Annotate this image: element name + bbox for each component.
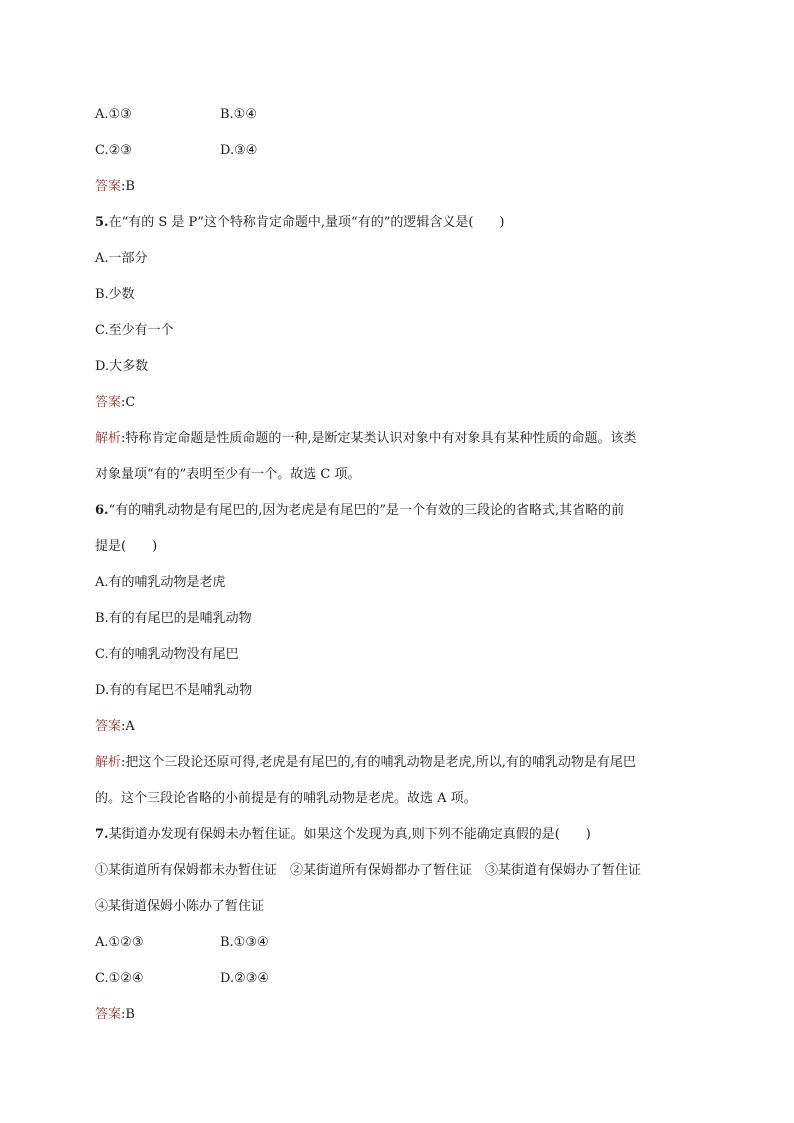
q5-option-b: B.少数 bbox=[95, 287, 135, 302]
q6-analysis-line-2: 的。这个三段论省略的小前提是有的哺乳动物是老虎。故选 A 项。 bbox=[95, 791, 477, 806]
analysis-text: :把这个三段论还原可得,老虎是有尾巴的,有的哺乳动物是老虎,所以,有的哺乳动物是有尾巴 bbox=[121, 755, 636, 770]
q7-option-c: C.①②④ bbox=[95, 971, 144, 986]
answer-label: 答案 bbox=[95, 395, 122, 410]
question-number: 6. bbox=[95, 503, 109, 518]
q7-answer bbox=[95, 1006, 135, 1024]
q5-answer bbox=[95, 394, 135, 412]
question-number: 5. bbox=[95, 215, 109, 230]
q6-stem-line-2: 提是( ) bbox=[95, 539, 158, 554]
analysis-label: 解析 bbox=[95, 431, 122, 446]
q7-statements-line-2: ④某街道保姆小陈办了暂住证 bbox=[95, 899, 265, 914]
q4-option-c: C.②③ bbox=[95, 143, 132, 158]
q5-stem bbox=[95, 214, 505, 232]
question-number: 7. bbox=[95, 827, 109, 842]
analysis-label: 解析 bbox=[95, 755, 122, 770]
q7-option-d: D.②③④ bbox=[220, 971, 270, 986]
q6-option-c: C.有的哺乳动物没有尾巴 bbox=[95, 647, 239, 662]
q5-option-c: C.至少有一个 bbox=[95, 323, 174, 338]
q6-answer bbox=[95, 718, 135, 736]
answer-label: 答案 bbox=[95, 179, 122, 194]
q6-option-b: B.有的有尾巴的是哺乳动物 bbox=[95, 611, 252, 626]
q4-option-d: D.③④ bbox=[220, 143, 258, 158]
question-text: 某街道办发现有保姆未办暂住证。如果这个发现为真,则下列不能确定真假的是( ) bbox=[108, 827, 591, 842]
q6-stem-line-1 bbox=[95, 502, 624, 520]
q6-option-a: A.有的哺乳动物是老虎 bbox=[95, 575, 226, 590]
q5-option-a: A.一部分 bbox=[95, 251, 148, 266]
q7-statements-line-1: ①某街道所有保姆都未办暂住证 ②某街道所有保姆都办了暂住证 ③某街道有保姆办了暂住证 bbox=[95, 863, 642, 878]
answer-value: :C bbox=[121, 395, 136, 410]
q4-answer bbox=[95, 178, 135, 196]
answer-label: 答案 bbox=[95, 719, 122, 734]
answer-label: 答案 bbox=[95, 1007, 122, 1022]
answer-value: :B bbox=[121, 179, 135, 194]
q7-option-a: A.①②③ bbox=[95, 935, 144, 950]
q5-analysis-line-2: 对象量项“有的”表明至少有一个。故选 C 项。 bbox=[95, 467, 361, 482]
q4-option-b: B.①④ bbox=[220, 107, 257, 122]
q5-option-d: D.大多数 bbox=[95, 359, 149, 374]
analysis-text: :特称肯定命题是性质命题的一种,是断定某类认识对象中有对象具有某种性质的命题。该类 bbox=[121, 431, 637, 446]
question-text: 在“有的 S 是 P”这个特称肯定命题中,量项“有的”的逻辑含义是( ) bbox=[108, 215, 505, 230]
q5-analysis-line-1 bbox=[95, 430, 637, 448]
q6-analysis-line-1 bbox=[95, 754, 636, 772]
answer-value: :B bbox=[121, 1007, 135, 1022]
q6-option-d: D.有的有尾巴不是哺乳动物 bbox=[95, 683, 253, 698]
question-text: “有的哺乳动物是有尾巴的,因为老虎是有尾巴的”是一个有效的三段论的省略式,其省略的前 bbox=[108, 503, 625, 518]
answer-value: :A bbox=[121, 719, 135, 734]
q4-option-a: A.①③ bbox=[95, 107, 132, 122]
q7-option-b: B.①③④ bbox=[220, 935, 269, 950]
q7-stem bbox=[95, 826, 591, 844]
